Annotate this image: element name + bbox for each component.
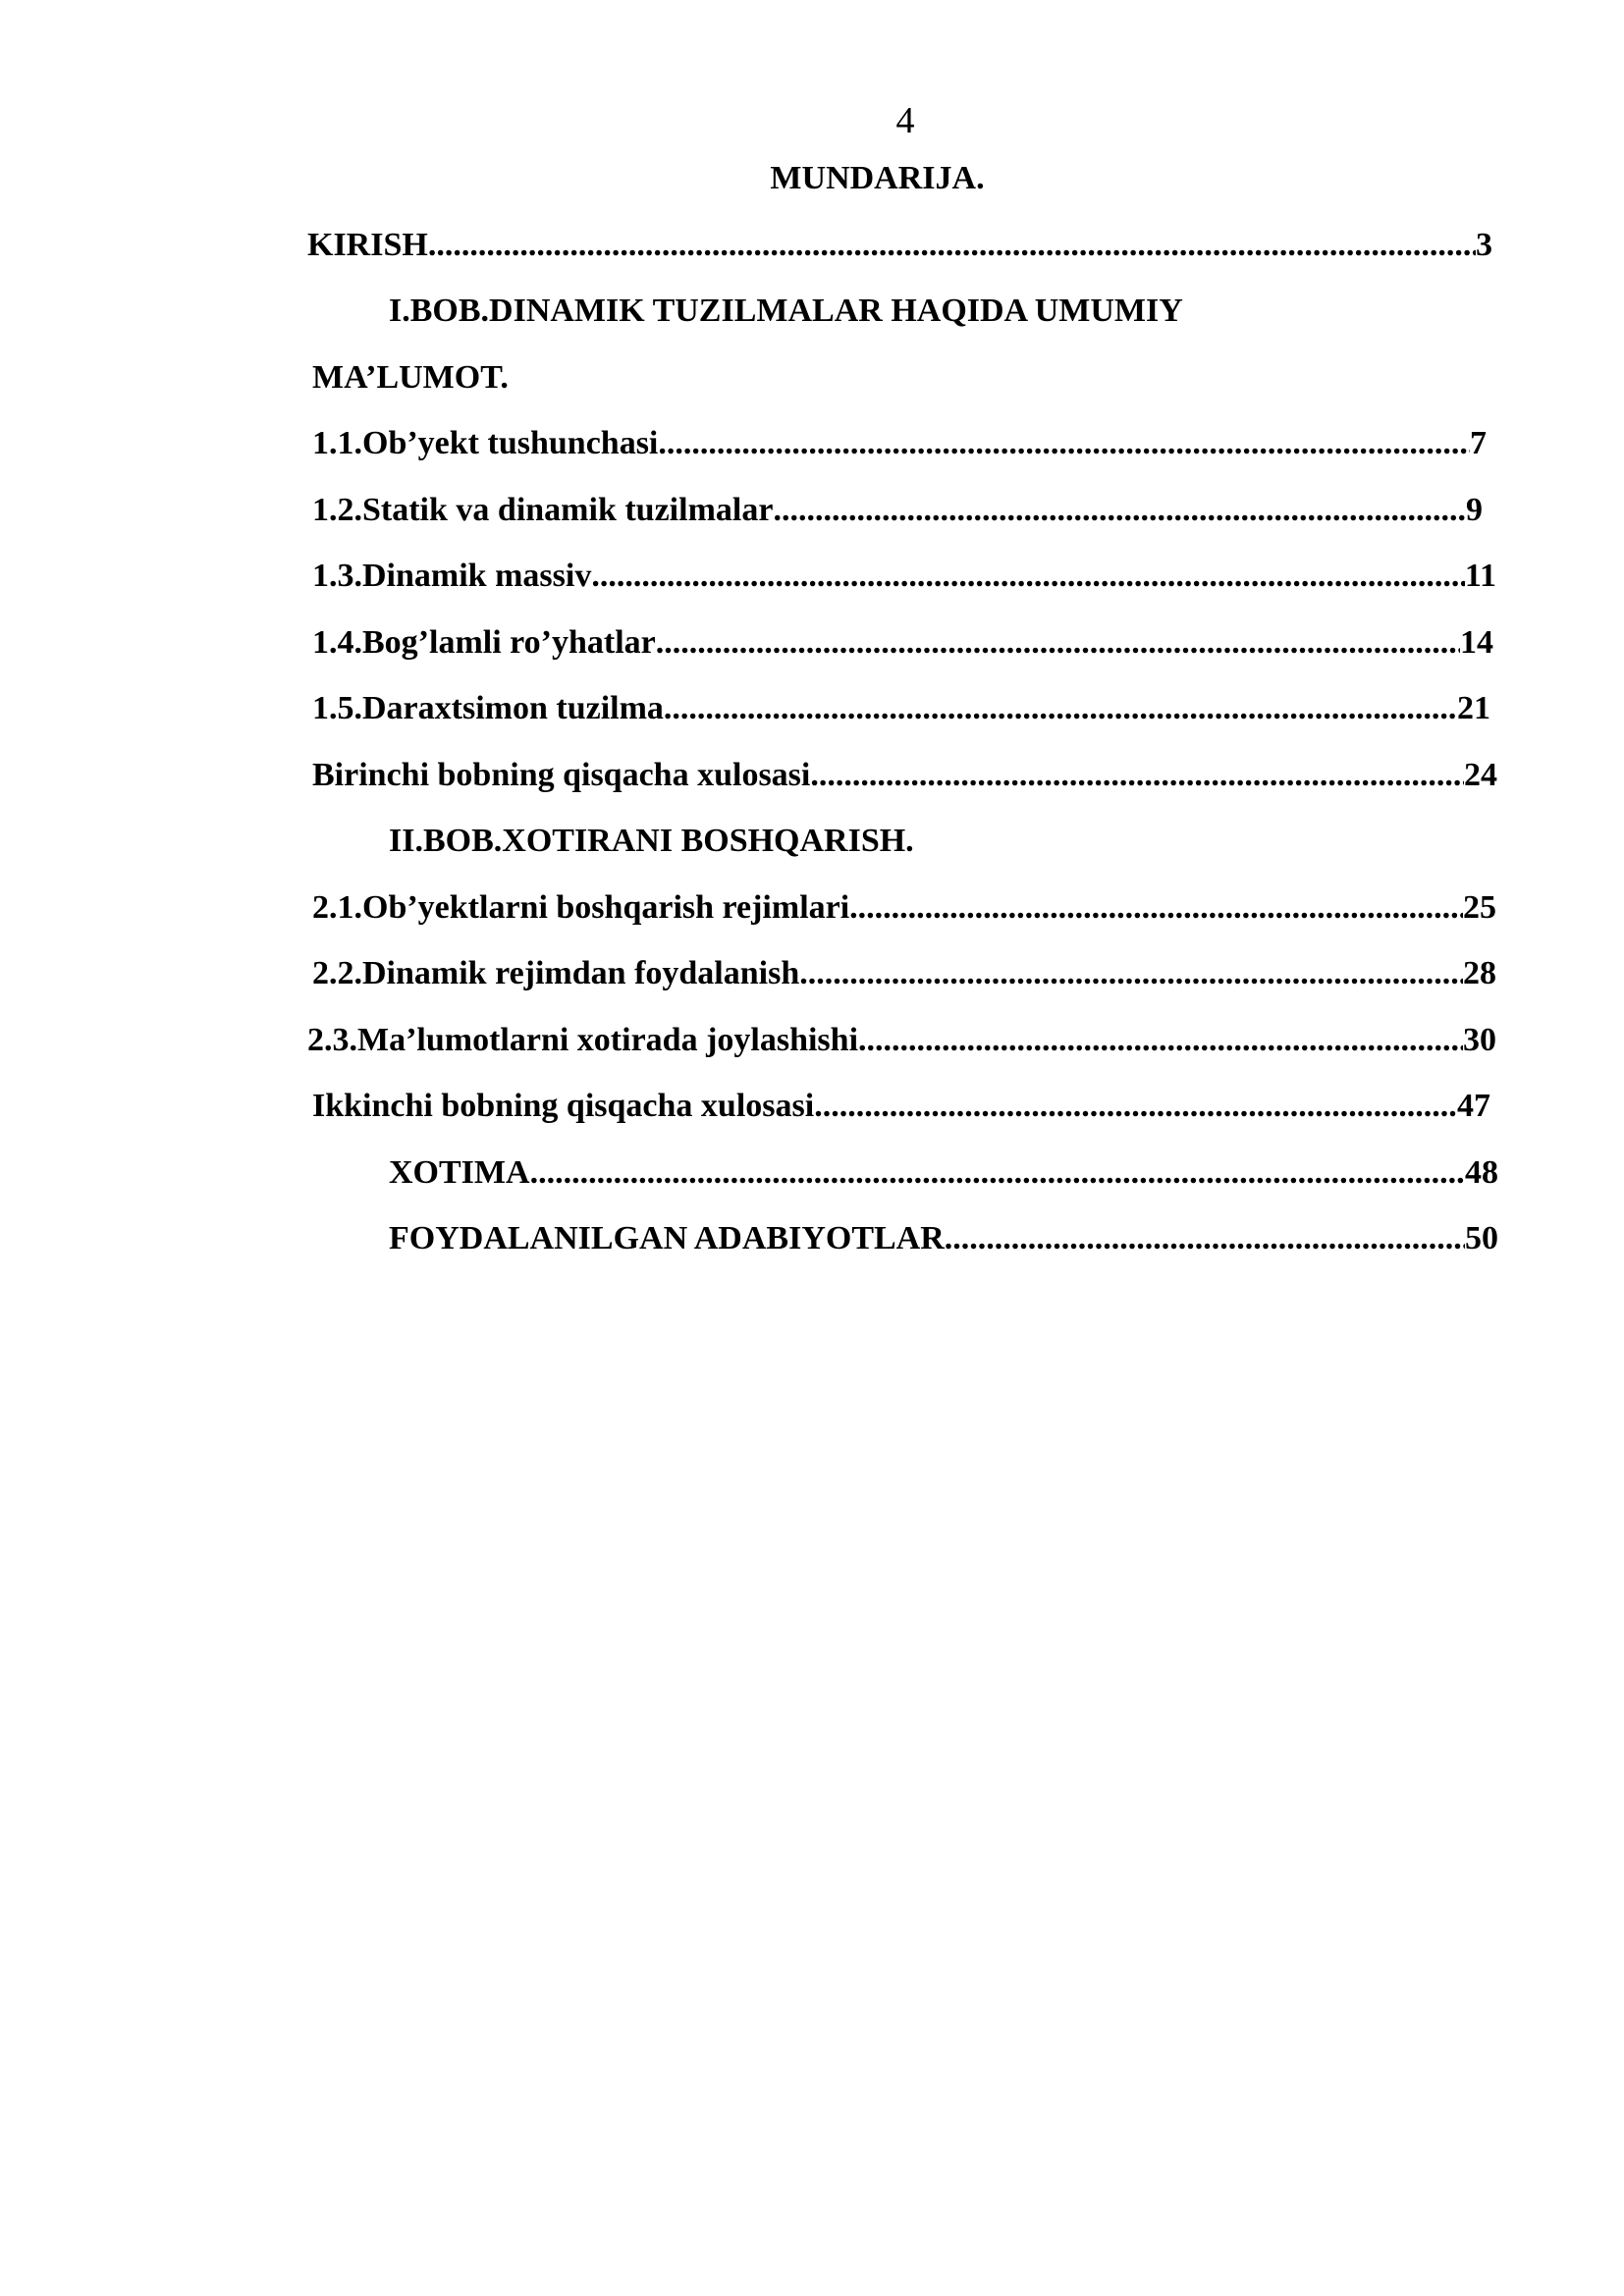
toc-entry-label: 1.1.Ob’yekt tushunchasi: [312, 425, 659, 461]
toc-entry-page: 47: [1457, 1088, 1490, 1124]
toc-entry-chapter-1-summary[interactable]: [312, 754, 1497, 797]
toc-entry-label: 1.4.Bog’lamli ro’yhatlar: [312, 624, 656, 661]
toc-entry-label: XOTIMA: [389, 1154, 530, 1191]
page-number: 4: [895, 100, 915, 141]
toc-entry-label: Birinchi bobning qisqacha xulosasi: [312, 757, 811, 793]
toc-entry-kirish[interactable]: [307, 224, 1492, 267]
toc-entry-1-4[interactable]: [312, 621, 1493, 665]
toc-entry-1-1[interactable]: [312, 422, 1487, 465]
toc-entry-page: 30: [1463, 1022, 1496, 1058]
toc-entry-references[interactable]: [389, 1217, 1498, 1260]
toc-leader-dots: [849, 886, 1463, 930]
toc-entry-conclusion[interactable]: [389, 1151, 1498, 1195]
toc-leader-dots: [858, 1019, 1463, 1062]
toc-entry-2-3[interactable]: [307, 1019, 1496, 1062]
toc-leader-dots: [530, 1151, 1465, 1195]
toc-leader-dots: [773, 489, 1466, 532]
chapter-1-heading-line-2[interactable]: MA’LUMOT.: [312, 359, 509, 396]
toc-entry-page: 9: [1466, 492, 1483, 528]
toc-entry-page: 3: [1476, 227, 1492, 263]
toc-entry-label: 2.2.Dinamik rejimdan foydalanish: [312, 955, 800, 991]
toc-entry-page: 11: [1464, 558, 1496, 594]
toc-entry-label: 2.1.Ob’yektlarni boshqarish rejimlari: [312, 889, 850, 926]
toc-entry-page: 14: [1460, 624, 1493, 661]
toc-entry-1-3[interactable]: [312, 555, 1496, 598]
toc-leader-dots: [664, 687, 1457, 730]
toc-entry-page: 28: [1463, 955, 1496, 991]
toc-entry-page: 7: [1470, 425, 1487, 461]
toc-entry-page: 25: [1463, 889, 1496, 926]
toc-entry-label: 1.3.Dinamik massiv: [312, 558, 592, 594]
toc-entry-1-5[interactable]: [312, 687, 1490, 730]
toc-entry-label: 1.2.Statik va dinamik tuzilmalar: [312, 492, 774, 528]
toc-leader-dots: [428, 224, 1476, 267]
toc-leader-dots: [799, 952, 1463, 995]
toc-entry-1-2[interactable]: [312, 489, 1483, 532]
toc-leader-dots: [810, 754, 1464, 797]
toc-entry-label: 1.5.Daraxtsimon tuzilma: [312, 690, 664, 726]
toc-leader-dots: [945, 1217, 1465, 1260]
toc-entry-page: 50: [1465, 1220, 1498, 1256]
chapter-2-heading[interactable]: II.BOB.XOTIRANI BOSHQARISH.: [389, 823, 914, 859]
toc-entry-page: 48: [1465, 1154, 1498, 1191]
toc-entry-2-2[interactable]: [312, 952, 1496, 995]
toc-entry-chapter-2-summary[interactable]: [312, 1085, 1490, 1128]
toc-entry-label: FOYDALANILGAN ADABIYOTLAR: [389, 1220, 945, 1256]
toc-entry-2-1[interactable]: [312, 886, 1496, 930]
toc-entry-page: 24: [1464, 757, 1497, 793]
toc-entry-page: 21: [1457, 690, 1490, 726]
toc-entry-label: KIRISH: [307, 227, 428, 263]
toc-entry-label: Ikkinchi bobning qisqacha xulosasi: [312, 1088, 815, 1124]
toc-leader-dots: [814, 1085, 1457, 1128]
toc-leader-dots: [658, 422, 1470, 465]
chapter-1-heading-line-1[interactable]: I.BOB.DINAMIK TUZILMALAR HAQIDA UMUMIY: [389, 293, 1183, 329]
toc-leader-dots: [656, 621, 1460, 665]
toc-entry-label: 2.3.Ma’lumotlarni xotirada joylashishi: [307, 1022, 859, 1058]
toc-leader-dots: [591, 555, 1465, 598]
toc-title: MUNDARIJA.: [770, 160, 985, 196]
